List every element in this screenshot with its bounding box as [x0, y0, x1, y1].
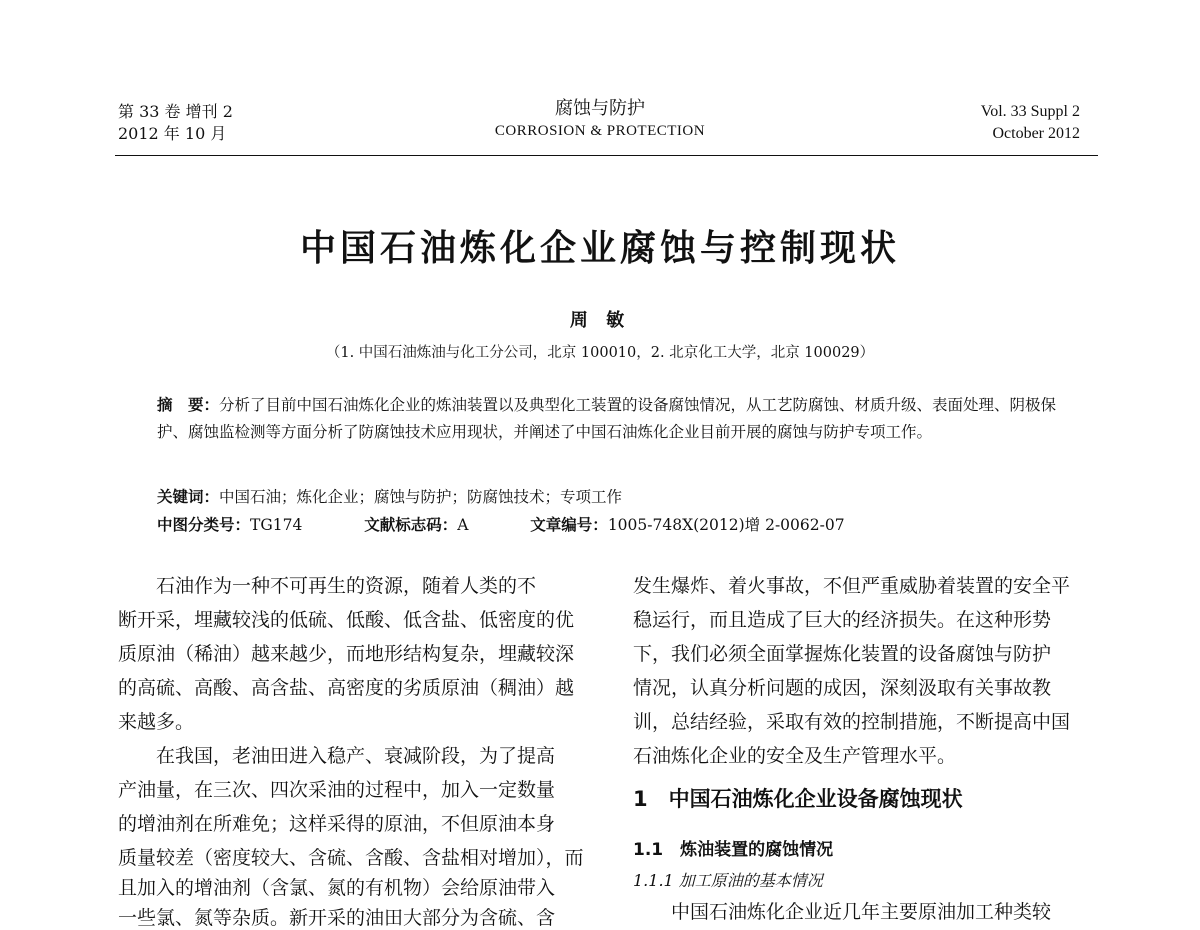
left-col-line: 来越多。 [118, 711, 195, 733]
right-col-line: 中国石油炼化企业近几年主要原油加工种类较 [633, 901, 1052, 923]
abstract-label: 摘 要： [157, 396, 220, 414]
article-number-value: 1005-748X(2012)增 2-0062-07 [607, 516, 845, 534]
left-col-line: 的高硫、高酸、高含盐、高密度的劣质原油（稠油）越 [118, 677, 575, 699]
left-col-line: 断开采，埋藏较浅的低硫、低酸、低含盐、低密度的优 [118, 609, 575, 631]
left-col-line: 且加入的增油剂（含氯、氮的有机物）会给原油带入 [118, 877, 556, 899]
left-col-line: 石油作为一种不可再生的资源，随着人类的不 [118, 575, 537, 597]
date-en: October 2012 [992, 125, 1080, 142]
keywords [157, 485, 622, 507]
right-col-line: 稳运行，而且造成了巨大的经济损失。在这种形势 [633, 609, 1052, 631]
abstract [157, 392, 1077, 446]
date-cn: 2012 年 10 月 [118, 124, 227, 143]
article-number-label: 文章编号： [530, 516, 608, 534]
journal-title-cn: 腐蚀与防护 [555, 98, 645, 119]
right-col-line: 发生爆炸、着火事故，不但严重威胁着装置的安全平 [633, 575, 1071, 597]
volume-en: Vol. 33 Suppl 2 [980, 103, 1080, 120]
right-col-line: 情况，认真分析问题的成因，深刻汲取有关事故教 [633, 677, 1052, 699]
clc-label: 中图分类号： [157, 516, 251, 534]
left-col-line: 质量较差（密度较大、含硫、含酸、含盐相对增加），而 [118, 847, 584, 869]
affiliation: （1. 中国石油炼油与化工分公司，北京 100010，2. 北京化工大学，北京 100029） [325, 345, 875, 361]
journal-title-en: CORROSION & PROTECTION [494, 123, 706, 139]
paper-title: 中国石油炼化企业腐蚀与控制现状 [299, 228, 900, 269]
section-heading-1-1: 1.1 炼油装置的腐蚀情况 [633, 840, 834, 860]
keywords-text: 中国石油；炼化企业；腐蚀与防护；防腐蚀技术；专项工作 [219, 488, 623, 506]
left-col-line: 一些氯、氮等杂质。新开采的油田大部分为含硫、含 [118, 907, 556, 929]
keywords-label: 关键词： [157, 488, 220, 506]
running-header-right [981, 101, 1080, 145]
abstract-text: 分析了目前中国石油炼化企业的炼油装置以及典型化工装置的设备腐蚀情况，从工艺防腐蚀、材质升级、表面处理、阴极保护、腐蚀监检测等方面分析了防腐蚀技术应用现状，并阐述了中国石油炼化企业目前开展的腐蚀与防护专项工作。 [157, 396, 1057, 441]
doc-code-label: 文献标志码： [364, 516, 458, 534]
left-col-line: 的增油剂在所难免；这样采得的原油，不但原油本身 [118, 813, 556, 835]
right-col-line: 下，我们必须全面掌握炼化装置的设备腐蚀与防护 [633, 643, 1052, 665]
left-col-line: 产油量，在三次、四次采油的过程中，加入一定数量 [118, 779, 556, 801]
right-col-line: 训，总结经验，采取有效的控制措施，不断提高中国 [633, 711, 1071, 733]
header-rule [115, 155, 1098, 156]
left-col-line: 在我国，老油田进入稳产、衰减阶段，为了提高 [118, 745, 556, 767]
doc-code-value: A [457, 516, 469, 534]
volume-cn: 第 33 卷 增刊 2 [118, 102, 233, 121]
right-col-line: 石油炼化企业的安全及生产管理水平。 [633, 745, 957, 767]
left-col-line: 质原油（稀油）越来越少，而地形结构复杂，埋藏较深 [118, 643, 575, 665]
classification-line [157, 513, 845, 535]
clc-value: TG174 [250, 516, 303, 534]
author: 周 敏 [569, 310, 631, 331]
section-heading-1-1-1: 1.1.1 加工原油的基本情况 [633, 871, 823, 890]
section-heading-1: 1 中国石油炼化企业设备腐蚀现状 [633, 787, 963, 811]
